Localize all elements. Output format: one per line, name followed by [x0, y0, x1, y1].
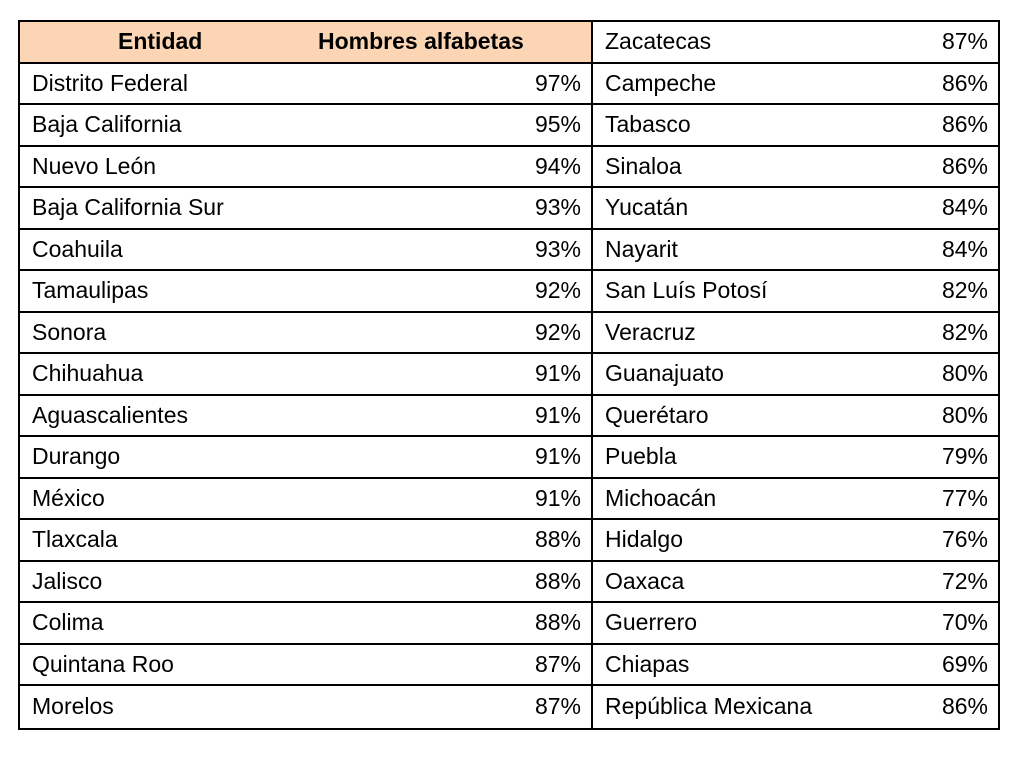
- table-row: [593, 313, 998, 355]
- entity-name: Tabasco: [605, 111, 691, 138]
- table-row: [20, 603, 591, 645]
- literacy-value: 80%: [941, 360, 988, 387]
- table-left-column: [18, 20, 592, 730]
- entity-name: Sinaloa: [605, 152, 682, 179]
- entity-name: Morelos: [32, 693, 114, 720]
- literacy-value: 77%: [941, 484, 988, 511]
- literacy-value: 92%: [534, 318, 581, 345]
- table-row: [593, 188, 998, 230]
- entity-name: Sonora: [32, 318, 107, 345]
- literacy-table: [18, 20, 1000, 730]
- entity-name: México: [32, 484, 105, 511]
- table-right-column: [592, 20, 1000, 730]
- entity-name: Yucatán: [605, 194, 689, 221]
- literacy-value: 86%: [941, 69, 988, 96]
- header-hombres-alfabetas: Hombres alfabetas: [318, 28, 524, 55]
- table-row: [593, 686, 998, 728]
- table-row: [20, 645, 591, 687]
- literacy-value: 97%: [534, 69, 581, 96]
- literacy-value: 91%: [534, 360, 581, 387]
- table-row: [20, 188, 591, 230]
- header-entidad: Entidad: [118, 28, 203, 55]
- entity-name: República Mexicana: [605, 693, 813, 720]
- table-row: [20, 230, 591, 272]
- entity-name: Querétaro: [605, 401, 709, 428]
- entity-name: Zacatecas: [605, 28, 712, 55]
- entity-name: Chiapas: [605, 650, 690, 677]
- literacy-value: 70%: [941, 609, 988, 636]
- literacy-value: 82%: [941, 318, 988, 345]
- table-row: [20, 105, 591, 147]
- table-row: [20, 562, 591, 604]
- table-row: [593, 562, 998, 604]
- table-row: [593, 271, 998, 313]
- entity-name: Distrito Federal: [32, 69, 188, 96]
- entity-name: Aguascalientes: [32, 401, 188, 428]
- entity-name: Puebla: [605, 443, 677, 470]
- table-row: [593, 22, 998, 64]
- table-row: [20, 479, 591, 521]
- table-header: [20, 22, 591, 64]
- literacy-value: 92%: [534, 277, 581, 304]
- entity-name: Nayarit: [605, 235, 678, 262]
- literacy-value: 91%: [534, 443, 581, 470]
- table-row: [20, 64, 591, 106]
- entity-name: Jalisco: [32, 567, 103, 594]
- left-rows: [20, 64, 591, 728]
- entity-name: Oaxaca: [605, 567, 685, 594]
- literacy-value: 84%: [941, 194, 988, 221]
- literacy-value: 86%: [941, 111, 988, 138]
- entity-name: Quintana Roo: [32, 650, 174, 677]
- table-row: [593, 354, 998, 396]
- literacy-value: 87%: [534, 693, 581, 720]
- entity-name: Baja California Sur: [32, 194, 224, 221]
- literacy-value: 80%: [941, 401, 988, 428]
- literacy-value: 94%: [534, 152, 581, 179]
- table-row: [20, 271, 591, 313]
- entity-name: Colima: [32, 609, 104, 636]
- entity-name: Coahuila: [32, 235, 123, 262]
- entity-name: Guerrero: [605, 609, 698, 636]
- literacy-value: 69%: [941, 650, 988, 677]
- entity-name: Nuevo León: [32, 152, 157, 179]
- literacy-value: 93%: [534, 235, 581, 262]
- literacy-value: 72%: [941, 567, 988, 594]
- table-row: [593, 645, 998, 687]
- literacy-value: 82%: [941, 277, 988, 304]
- literacy-value: 79%: [941, 443, 988, 470]
- literacy-value: 91%: [534, 484, 581, 511]
- entity-name: Durango: [32, 443, 121, 470]
- literacy-value: 86%: [941, 693, 988, 720]
- table-row: [20, 313, 591, 355]
- entity-name: Hidalgo: [605, 526, 683, 553]
- table-row: [20, 354, 591, 396]
- literacy-value: 76%: [941, 526, 988, 553]
- entity-name: Guanajuato: [605, 360, 724, 387]
- right-rows: [593, 22, 998, 728]
- entity-name: Campeche: [605, 69, 717, 96]
- table-row: [593, 479, 998, 521]
- table-row: [20, 686, 591, 728]
- table-row: [593, 105, 998, 147]
- literacy-value: 88%: [534, 567, 581, 594]
- table-row: [593, 520, 998, 562]
- table-row: [20, 396, 591, 438]
- table-row: [20, 520, 591, 562]
- literacy-value: 88%: [534, 526, 581, 553]
- table-row: [593, 396, 998, 438]
- entity-name: Baja California: [32, 111, 182, 138]
- table-row: [593, 437, 998, 479]
- literacy-value: 95%: [534, 111, 581, 138]
- table-row: [20, 437, 591, 479]
- entity-name: San Luís Potosí: [605, 277, 768, 304]
- literacy-value: 86%: [941, 152, 988, 179]
- table-row: [593, 230, 998, 272]
- literacy-value: 88%: [534, 609, 581, 636]
- entity-name: Tamaulipas: [32, 277, 149, 304]
- table-row: [593, 603, 998, 645]
- literacy-value: 84%: [941, 235, 988, 262]
- literacy-value: 93%: [534, 194, 581, 221]
- literacy-value: 87%: [941, 28, 988, 55]
- table-row: [20, 147, 591, 189]
- entity-name: Tlaxcala: [32, 526, 118, 553]
- entity-name: Michoacán: [605, 484, 717, 511]
- entity-name: Veracruz: [605, 318, 696, 345]
- table-row: [593, 64, 998, 106]
- literacy-value: 87%: [534, 650, 581, 677]
- literacy-value: 91%: [534, 401, 581, 428]
- entity-name: Chihuahua: [32, 360, 144, 387]
- table-row: [593, 147, 998, 189]
